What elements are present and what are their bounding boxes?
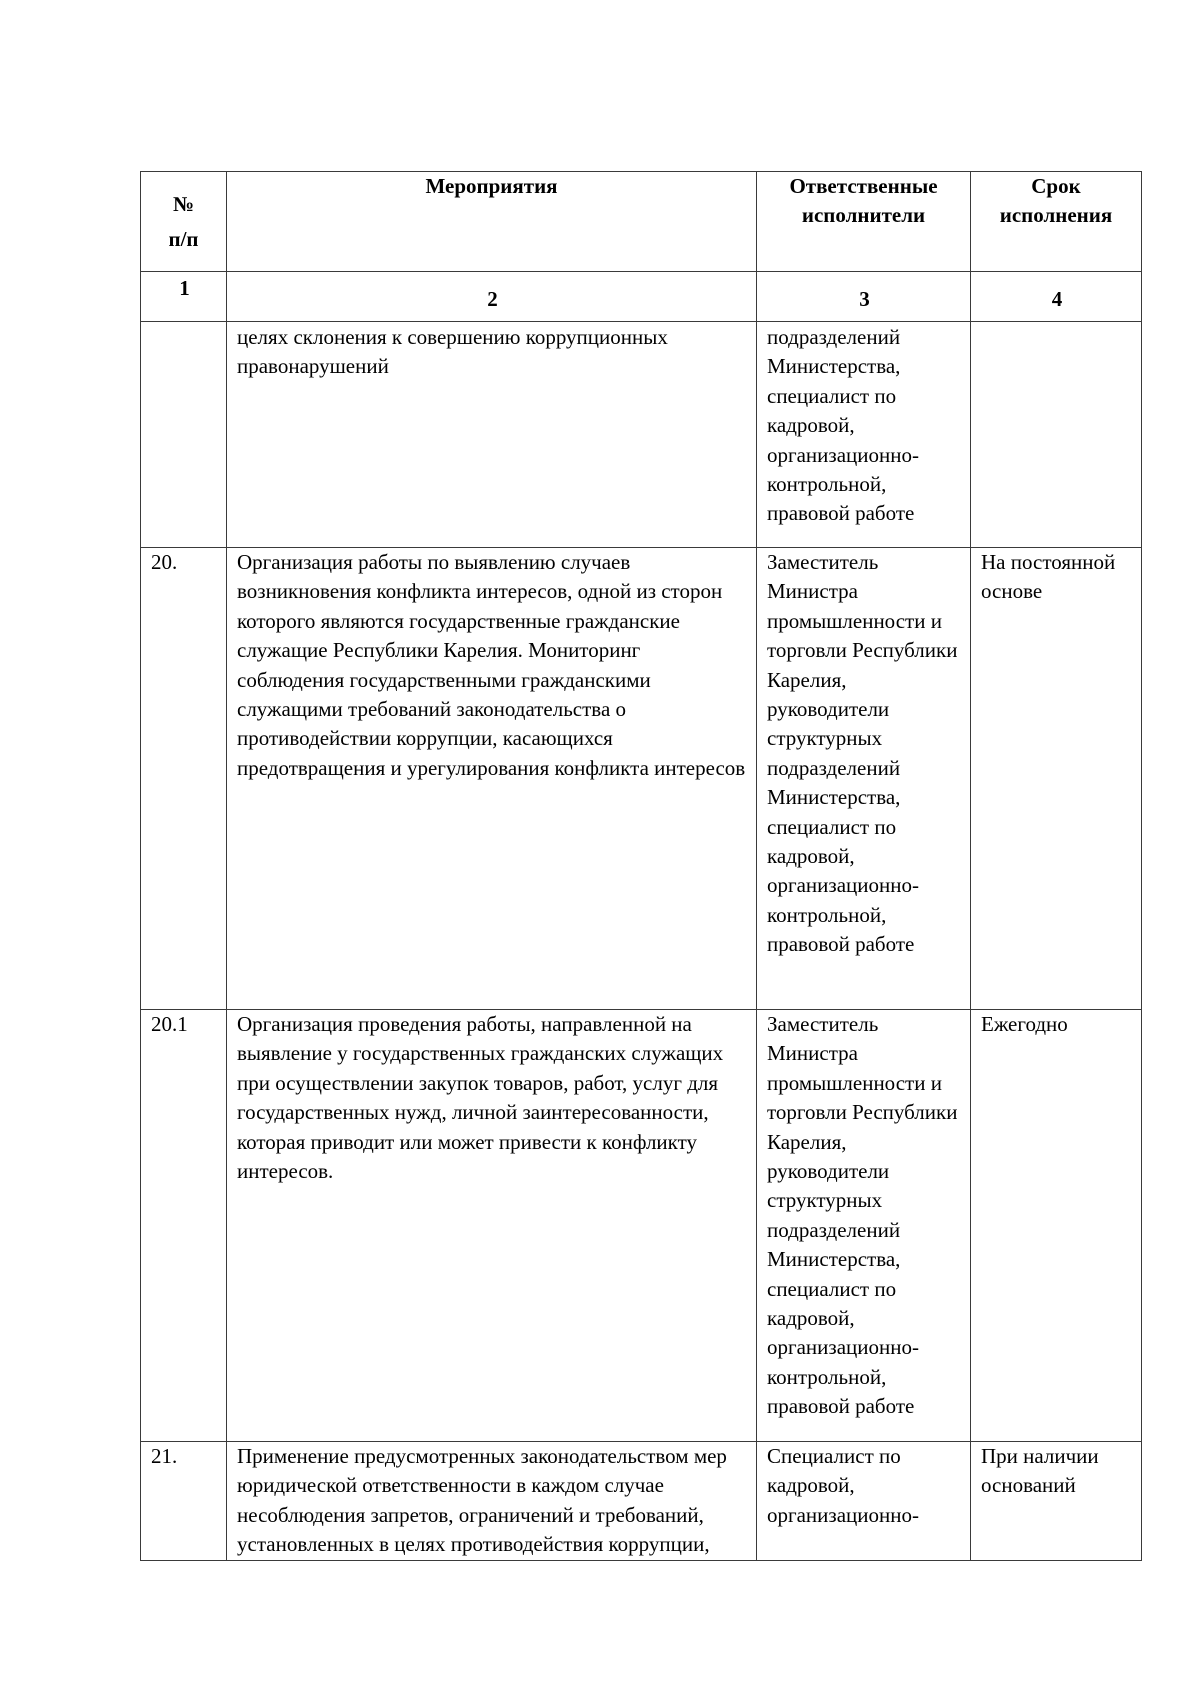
row-deadline: При наличии оснований bbox=[971, 1442, 1142, 1561]
row-responsible: Заместитель Министра промышленности и торговли Республики Карелия, руководители структурных подразделений Министерства, специалист по кадровой, организационно-контрольной, правовой работе bbox=[757, 548, 971, 1010]
row-responsible: подразделений Министерства, специалист по кадровой, организационно-контрольной, правовой работе bbox=[757, 322, 971, 548]
column-index-2: 2 bbox=[227, 272, 757, 322]
header-deadline bbox=[971, 172, 1142, 272]
row-activity: Организация проведения работы, направленной на выявление у государственных гражданских служащих при осуществлении закупок товаров, работ, услуг для государственных нужд, личной заинтересованности, которая приводит или может привести к конфликту интересов. bbox=[227, 1010, 757, 1442]
row-responsible: Заместитель Министра промышленности и торговли Республики Карелия, руководители структурных подразделений Министерства, специалист по кадровой, организационно-контрольной, правовой работе bbox=[757, 1010, 971, 1442]
column-index-row bbox=[141, 272, 1142, 322]
header-number bbox=[141, 172, 227, 272]
measures-table bbox=[140, 171, 1142, 1561]
column-index-4: 4 bbox=[971, 272, 1142, 322]
row-number: 20. bbox=[141, 548, 227, 1010]
header-number-abbrev: п/п bbox=[168, 226, 199, 251]
table-row bbox=[141, 548, 1142, 1010]
header-responsible-line2: исполнители bbox=[801, 203, 926, 228]
row-responsible: Специалист по кадровой, организационно- bbox=[757, 1442, 971, 1561]
row-number: 20.1 bbox=[141, 1010, 227, 1442]
table-row bbox=[141, 322, 1142, 548]
row-deadline: На постоянной основе bbox=[971, 548, 1142, 1010]
header-responsible-line1: Ответственные bbox=[789, 174, 938, 198]
row-activity: целях склонения к совершению коррупционных правонарушений bbox=[227, 322, 757, 548]
column-index-1: 1 bbox=[141, 272, 227, 322]
header-responsible bbox=[757, 172, 971, 272]
row-deadline bbox=[971, 322, 1142, 548]
row-number bbox=[141, 322, 227, 548]
header-number-symbol: № bbox=[172, 191, 195, 216]
header-deadline-line2: исполнения bbox=[999, 203, 1113, 228]
row-number: 21. bbox=[141, 1442, 227, 1561]
row-activity: Организация работы по выявлению случаев возникновения конфликта интересов, одной из сторон которого являются государственные гражданские служащие Республики Карелия. Мониторинг соблюдения государственными гражданскими служащими требований законодательства о противодействии коррупции, касающихся предотвращения и урегулирования конфликта интересов bbox=[227, 548, 757, 1010]
row-deadline: Ежегодно bbox=[971, 1010, 1142, 1442]
table-body bbox=[141, 322, 1142, 1561]
table-row bbox=[141, 1010, 1142, 1442]
table-header bbox=[141, 172, 1142, 322]
column-index-3: 3 bbox=[757, 272, 971, 322]
row-activity: Применение предусмотренных законодательством мер юридической ответственности в каждом случае несоблюдения запретов, ограничений и требований, установленных в целях противодействия коррупции, bbox=[227, 1442, 757, 1561]
header-row bbox=[141, 172, 1142, 272]
header-activity: Мероприятия bbox=[227, 172, 757, 272]
table-row bbox=[141, 1442, 1142, 1561]
header-deadline-line1: Срок bbox=[1031, 174, 1081, 198]
